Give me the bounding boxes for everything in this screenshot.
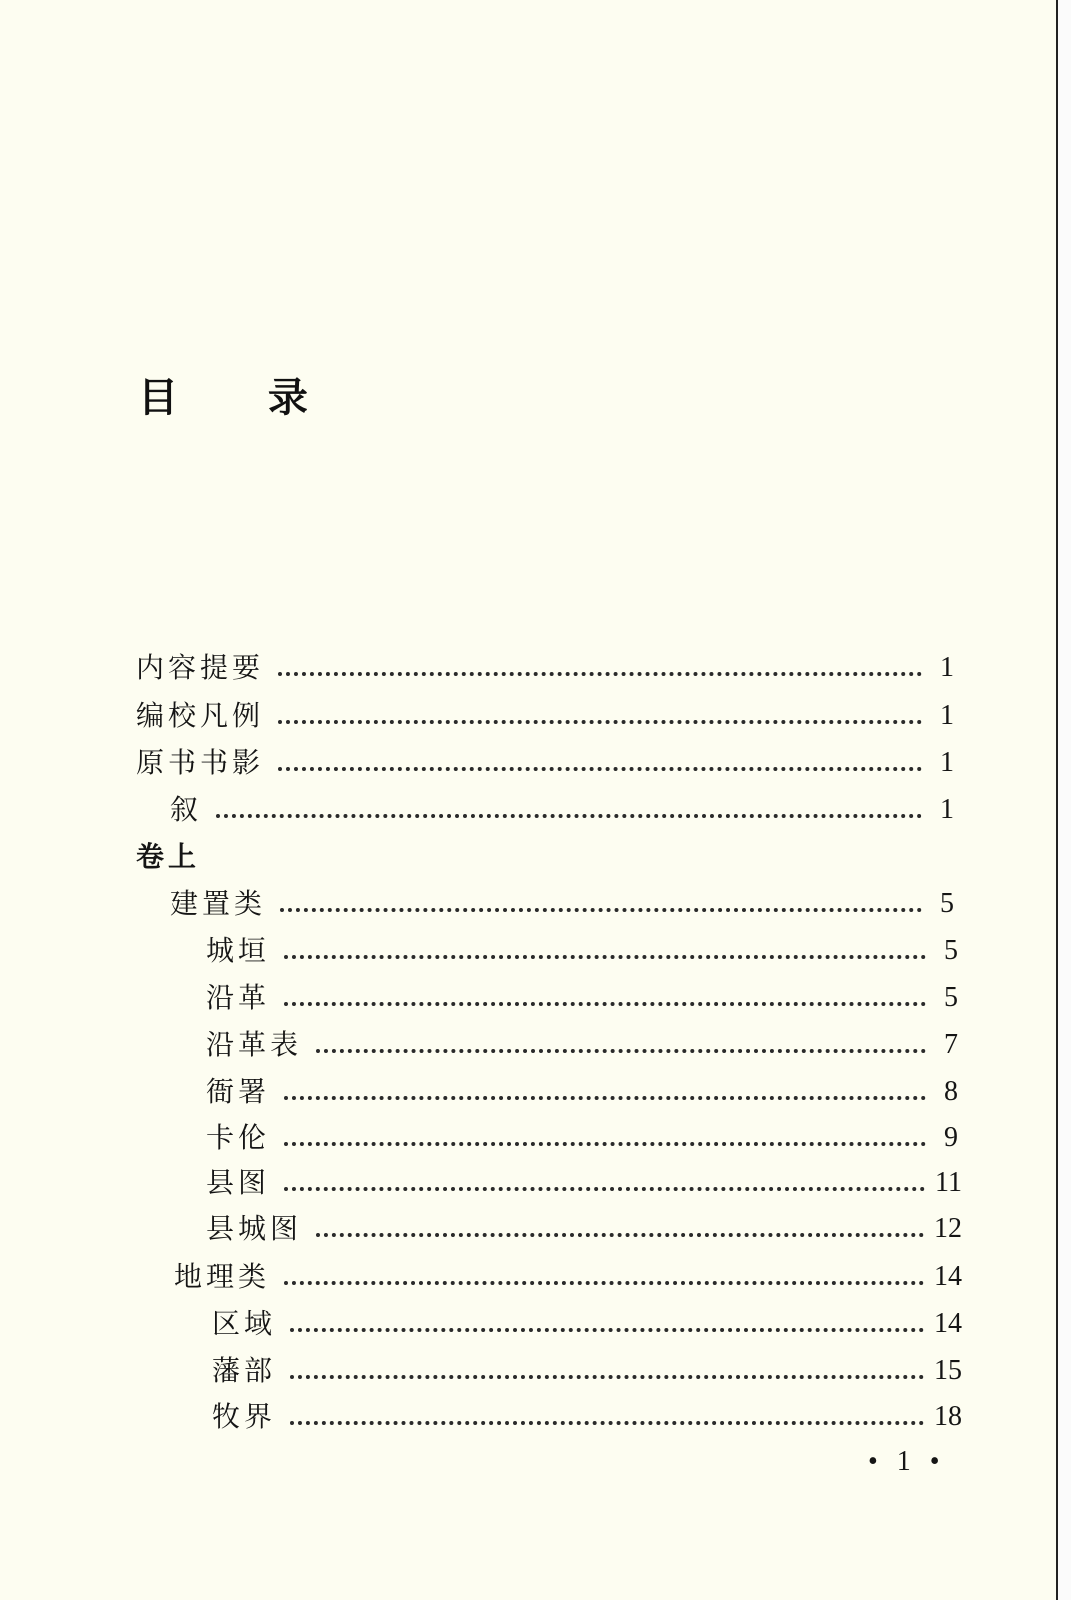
toc-entry-content-summary[interactable] bbox=[136, 648, 954, 688]
dot-leader bbox=[290, 1375, 924, 1379]
page-title: 目 录 bbox=[138, 375, 346, 421]
toc-page-number: 1 bbox=[940, 652, 954, 683]
scan-margin bbox=[1058, 0, 1071, 1600]
toc-label: 县城图 bbox=[206, 1212, 303, 1245]
toc-label: 卡伦 bbox=[206, 1121, 271, 1154]
toc-entry-history-table[interactable] bbox=[206, 1025, 958, 1065]
toc-label: 牧界 bbox=[212, 1400, 277, 1433]
toc-label: 沿革 bbox=[206, 981, 271, 1014]
toc-page-number: 1 bbox=[940, 794, 954, 825]
dot-leader bbox=[278, 672, 922, 676]
dot-leader bbox=[290, 1328, 924, 1332]
toc-entry-county-map[interactable] bbox=[206, 1163, 962, 1203]
toc-label: 藩部 bbox=[212, 1354, 277, 1387]
dot-leader bbox=[278, 720, 922, 724]
toc-label: 内容提要 bbox=[136, 651, 265, 684]
toc-page-number: 8 bbox=[944, 1076, 958, 1107]
dot-leader bbox=[284, 1281, 924, 1285]
toc-page-number: 15 bbox=[934, 1355, 962, 1386]
toc-label: 编校凡例 bbox=[136, 699, 265, 732]
toc-entry-preface[interactable] bbox=[170, 790, 954, 830]
toc-page-number: 5 bbox=[940, 888, 954, 919]
dot-leader bbox=[216, 814, 922, 818]
dot-leader bbox=[284, 955, 926, 959]
toc-page-number: 1 bbox=[940, 747, 954, 778]
toc-entry-tribes[interactable] bbox=[212, 1351, 962, 1391]
toc-page-number: 18 bbox=[934, 1401, 962, 1432]
toc-page-number: 5 bbox=[944, 982, 958, 1013]
toc-label: 原书书影 bbox=[136, 746, 265, 779]
dot-leader bbox=[290, 1421, 924, 1425]
toc-label: 地理类 bbox=[174, 1260, 271, 1293]
dot-leader bbox=[316, 1049, 926, 1053]
toc-page-number: 12 bbox=[934, 1213, 962, 1244]
toc-section-volume-one[interactable] bbox=[136, 837, 954, 877]
toc-page-number: 5 bbox=[944, 935, 958, 966]
toc-label: 叙 bbox=[170, 793, 203, 826]
toc-entry-government-offices[interactable] bbox=[206, 1072, 958, 1112]
toc-label: 沿革表 bbox=[206, 1028, 303, 1061]
toc-page-number: 14 bbox=[934, 1308, 962, 1339]
toc-label: 县图 bbox=[206, 1166, 271, 1199]
page-number-footer: • 1 • bbox=[868, 1446, 946, 1477]
toc-label: 衙署 bbox=[206, 1075, 271, 1108]
dot-leader bbox=[280, 908, 922, 912]
toc-entry-construction[interactable] bbox=[170, 884, 954, 924]
toc-entry-pasture-boundaries[interactable] bbox=[212, 1397, 962, 1437]
dot-leader bbox=[278, 767, 922, 771]
toc-page-number: 7 bbox=[944, 1029, 958, 1060]
toc-page-number: 11 bbox=[935, 1167, 962, 1198]
dot-leader bbox=[284, 1142, 926, 1146]
toc-entry-county-town-map[interactable] bbox=[206, 1209, 962, 1249]
toc-label: 建置类 bbox=[170, 887, 267, 920]
toc-entry-editorial-notes[interactable] bbox=[136, 696, 954, 736]
dot-leader bbox=[316, 1233, 924, 1237]
toc-label: 城垣 bbox=[206, 934, 271, 967]
toc-section-label: 卷上 bbox=[136, 840, 201, 873]
toc-entry-geography[interactable] bbox=[174, 1257, 962, 1297]
toc-page-number: 1 bbox=[940, 700, 954, 731]
toc-entry-history[interactable] bbox=[206, 978, 958, 1018]
dot-leader bbox=[284, 1096, 926, 1100]
toc-page-number: 9 bbox=[944, 1122, 958, 1153]
toc-entry-guard-posts[interactable] bbox=[206, 1118, 958, 1158]
toc-entry-original-images[interactable] bbox=[136, 743, 954, 783]
toc-label: 区域 bbox=[212, 1307, 277, 1340]
toc-entry-regions[interactable] bbox=[212, 1304, 962, 1344]
toc-page-number: 14 bbox=[934, 1261, 962, 1292]
dot-leader bbox=[284, 1187, 925, 1191]
dot-leader bbox=[284, 1002, 926, 1006]
toc-entry-city-walls[interactable] bbox=[206, 931, 958, 971]
